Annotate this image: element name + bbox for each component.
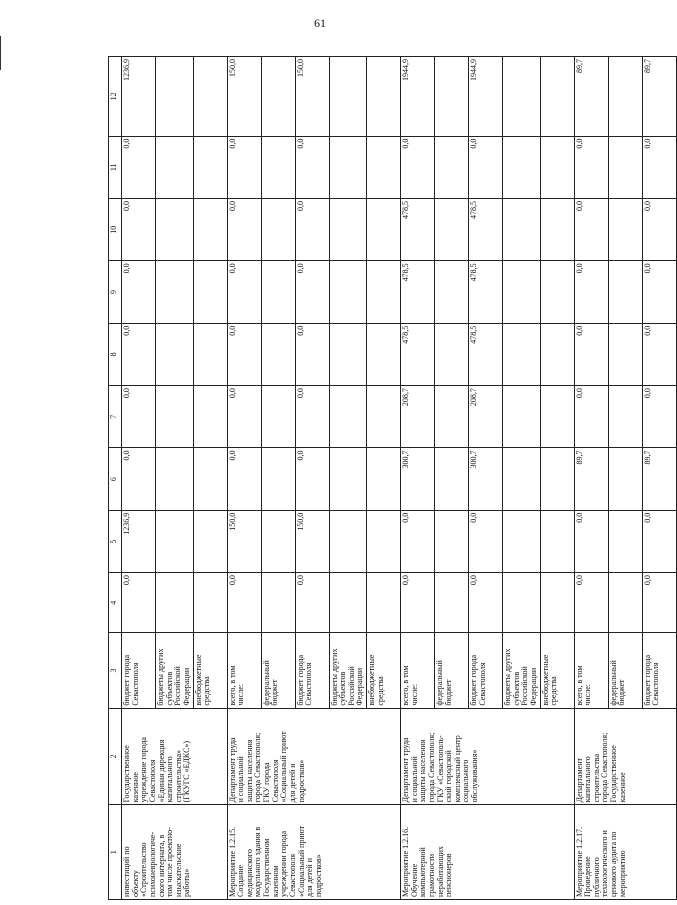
text-line: пенсионеров <box>444 853 454 897</box>
value-cell-col-9: 0,0 <box>122 261 156 323</box>
header-cell-8: 8 <box>109 323 122 385</box>
table-row <box>574 57 608 900</box>
text-line: бюджет города <box>469 654 478 706</box>
text-line: числе: <box>236 684 246 706</box>
value-cell-col-7: 208,7 <box>469 386 503 448</box>
text-line: «Социальный приют <box>296 825 306 897</box>
value-cell-col-8 <box>261 323 295 385</box>
text-line: Мероприятие 1.2.15. <box>227 826 237 897</box>
funding-source-cell <box>401 633 435 708</box>
text-line: том числе проектно- <box>165 827 175 897</box>
value-cell-col-12 <box>435 57 469 137</box>
value-cell-col-9: 478,5 <box>469 261 503 323</box>
text-line: внебюджетные <box>193 654 203 706</box>
value-cell-col-4: 0,0 <box>642 573 676 633</box>
value-cell-col-7: 0,0 <box>574 386 608 448</box>
value-cell-col-6 <box>540 448 574 510</box>
value-cell-col-5 <box>329 510 367 572</box>
value-cell-col-11 <box>156 136 194 198</box>
funding-source-cell <box>367 633 401 708</box>
text-line: Департамент труда <box>401 737 410 803</box>
value-cell-col-5 <box>608 510 642 572</box>
measure-name-cell <box>574 805 676 900</box>
executor-cell <box>122 708 228 805</box>
text-line: Российской <box>173 666 183 706</box>
value-cell-col-10: 0,0 <box>642 199 676 261</box>
value-cell-col-12 <box>540 57 574 137</box>
text-line: всего, в том <box>574 665 584 706</box>
header-cell-5: 5 <box>109 510 122 572</box>
text-line: капитального <box>165 756 175 803</box>
text-line: комплексный центр <box>452 735 462 803</box>
text-line: бюджеты других <box>503 648 512 706</box>
text-line: бюджеты других <box>329 648 339 706</box>
text-line: средства <box>549 676 559 706</box>
value-cell-col-4 <box>329 573 367 633</box>
value-cell-col-7 <box>540 386 574 448</box>
text-line: Севастополя <box>287 854 297 897</box>
text-line: Государственном <box>262 838 271 897</box>
value-cell-col-8 <box>367 323 401 385</box>
value-cell-col-12 <box>367 57 401 137</box>
text-line: социального <box>461 759 471 803</box>
value-cell-col-5: 1236,9 <box>122 510 156 572</box>
value-cell-col-9 <box>367 261 401 323</box>
text-line: Государственное <box>122 745 131 803</box>
value-cell-col-10 <box>367 199 401 261</box>
funding-source-cell <box>642 633 676 708</box>
measure-name-cell <box>122 805 228 900</box>
executor-cell <box>401 708 575 805</box>
value-cell-col-6: 300,7 <box>469 448 503 510</box>
value-cell-col-6: 0,0 <box>295 448 329 510</box>
value-cell-col-9: 0,0 <box>295 261 329 323</box>
text-line: казенное <box>130 772 140 803</box>
text-line: компьютерной <box>418 847 428 897</box>
value-cell-col-5 <box>367 510 401 572</box>
funding-source-cell <box>608 633 642 708</box>
text-line: Государственное <box>609 745 618 803</box>
table-body <box>109 57 677 900</box>
text-line: публичного <box>591 857 601 897</box>
text-line: Мероприятие 1.2.17. <box>574 826 584 897</box>
text-line: Севастополя <box>304 662 314 706</box>
value-cell-col-11 <box>261 136 295 198</box>
value-cell-col-10 <box>503 199 541 261</box>
text-line: казенное <box>617 772 627 803</box>
text-line: учреждении города <box>279 830 289 897</box>
value-cell-col-4 <box>193 573 227 633</box>
funding-source-cell <box>503 633 541 708</box>
table-row <box>401 57 435 900</box>
value-cell-col-5 <box>503 510 541 572</box>
value-cell-col-6 <box>261 448 295 510</box>
text-line: бюджет города <box>295 654 305 706</box>
value-cell-col-10: 478,5 <box>469 199 503 261</box>
header-row <box>109 57 122 900</box>
text-line: инвестиций по <box>122 846 131 897</box>
text-line: «Социальный приют <box>279 731 289 803</box>
text-line: всего, в том <box>401 665 410 706</box>
text-line: средства <box>202 676 212 706</box>
value-cell-col-8: 0,0 <box>295 323 329 385</box>
value-cell-col-6 <box>156 448 194 510</box>
value-cell-col-11 <box>193 136 227 198</box>
funding-source-cell <box>329 633 367 708</box>
value-cell-col-6 <box>367 448 401 510</box>
value-cell-col-9: 0,0 <box>227 261 261 323</box>
text-line: защиты населения <box>418 739 428 803</box>
value-cell-col-9 <box>540 261 574 323</box>
text-line: субъектов <box>511 671 521 706</box>
value-cell-col-12 <box>329 57 367 137</box>
value-cell-col-8: 478,5 <box>469 323 503 385</box>
text-line: неработающих <box>435 846 445 897</box>
value-cell-col-12 <box>608 57 642 137</box>
value-cell-col-9: 0,0 <box>642 261 676 323</box>
value-cell-col-8 <box>540 323 574 385</box>
text-line: федеральный <box>261 660 271 706</box>
text-line: и социальной <box>409 756 419 803</box>
value-cell-col-9: 0,0 <box>574 261 608 323</box>
value-cell-col-12 <box>156 57 194 137</box>
funding-source-cell <box>574 633 608 708</box>
header-cell-12: 12 <box>109 57 122 137</box>
text-line: Российской <box>346 666 356 706</box>
value-cell-col-6 <box>503 448 541 510</box>
text-line: города Севастополя; <box>600 732 610 803</box>
value-cell-col-8 <box>608 323 642 385</box>
page-number: 61 <box>314 16 326 30</box>
value-cell-col-11 <box>435 136 469 198</box>
value-cell-col-12: 89,7 <box>574 57 608 137</box>
text-line: Федерации <box>181 667 191 706</box>
text-line: мероприятию <box>617 850 627 897</box>
text-line: казенном <box>270 865 280 897</box>
text-line: ГКУ города <box>262 762 271 803</box>
value-cell-col-7 <box>503 386 541 448</box>
text-line: работы» <box>182 868 192 897</box>
value-cell-col-12: 150,0 <box>227 57 261 137</box>
value-cell-col-6: 89,7 <box>574 448 608 510</box>
value-cell-col-6 <box>435 448 469 510</box>
text-line: технологического и <box>600 830 610 897</box>
text-line: субъектов <box>338 671 348 706</box>
value-cell-col-11: 0,0 <box>574 136 608 198</box>
value-cell-col-9: 478,5 <box>401 261 435 323</box>
value-cell-col-9 <box>435 261 469 323</box>
value-cell-col-4 <box>261 573 295 633</box>
text-line: учреждение города <box>139 737 149 803</box>
text-line: капитального <box>583 756 593 803</box>
text-line: подростков» <box>313 854 323 897</box>
value-cell-col-6: 0,0 <box>227 448 261 510</box>
value-cell-col-8 <box>503 323 541 385</box>
text-line: Обучение <box>409 863 419 897</box>
text-line: для детей и <box>305 858 315 897</box>
funding-source-cell <box>261 633 295 708</box>
value-cell-col-11: 0,0 <box>401 136 435 198</box>
text-line: средства <box>375 676 385 706</box>
text-line: федеральный <box>435 660 444 706</box>
text-line: Севастополя <box>147 759 157 803</box>
header-cell-6: 6 <box>109 448 122 510</box>
header-cell-10: 10 <box>109 199 122 261</box>
text-line: подростков» <box>296 759 306 803</box>
value-cell-col-10: 0,0 <box>227 199 261 261</box>
value-cell-col-10 <box>608 199 642 261</box>
header-cell-7: 7 <box>109 386 122 448</box>
value-cell-col-4: 0,0 <box>574 573 608 633</box>
value-cell-col-7 <box>367 386 401 448</box>
text-line: внебюджетные <box>367 654 376 706</box>
text-line: обслуживания» <box>470 749 479 803</box>
value-cell-col-8: 0,0 <box>574 323 608 385</box>
value-cell-col-10: 478,5 <box>401 199 435 261</box>
value-cell-col-4: 0,0 <box>122 573 156 633</box>
value-cell-col-11 <box>540 136 574 198</box>
text-line: медицинского <box>244 849 254 897</box>
text-line: города Севастополя; <box>253 732 263 803</box>
text-line: психоневрологиче- <box>147 831 157 897</box>
text-line: изыскательские <box>173 843 183 897</box>
text-line: ского интерната, в <box>156 834 166 897</box>
value-cell-col-11: 0,0 <box>122 136 156 198</box>
value-cell-col-5: 150,0 <box>295 510 329 572</box>
value-cell-col-10 <box>193 199 227 261</box>
header-cell-11: 11 <box>109 136 122 198</box>
value-cell-col-5: 0,0 <box>401 510 435 572</box>
value-cell-col-8 <box>193 323 227 385</box>
executor-cell <box>574 708 676 805</box>
measure-name-cell <box>401 805 575 900</box>
value-cell-col-8: 0,0 <box>122 323 156 385</box>
value-cell-col-12: 1944,9 <box>401 57 435 137</box>
value-cell-col-8 <box>329 323 367 385</box>
value-cell-col-5 <box>156 510 194 572</box>
text-line: ский городской <box>444 750 454 803</box>
value-cell-col-7 <box>193 386 227 448</box>
header-cell-4: 4 <box>109 573 122 633</box>
value-cell-col-8: 0,0 <box>227 323 261 385</box>
budget-table <box>108 56 677 900</box>
value-cell-col-11 <box>608 136 642 198</box>
text-line: Создание <box>236 864 246 897</box>
value-cell-col-10: 0,0 <box>295 199 329 261</box>
funding-source-cell <box>227 633 261 708</box>
text-line: грамотности <box>426 853 436 897</box>
value-cell-col-11: 0,0 <box>227 136 261 198</box>
value-cell-col-10: 0,0 <box>574 199 608 261</box>
value-cell-col-7 <box>435 386 469 448</box>
funding-source-cell <box>540 633 574 708</box>
value-cell-col-4: 0,0 <box>401 573 435 633</box>
text-line: Севастополя <box>651 662 661 706</box>
value-cell-col-10 <box>156 199 194 261</box>
value-cell-col-5 <box>193 510 227 572</box>
text-line: числе: <box>583 684 593 706</box>
value-cell-col-5 <box>435 510 469 572</box>
value-cell-col-12: 89,7 <box>642 57 676 137</box>
value-cell-col-8: 0,0 <box>642 323 676 385</box>
value-cell-col-5: 0,0 <box>469 510 503 572</box>
text-line: Департамент труда <box>227 737 237 803</box>
value-cell-col-10 <box>435 199 469 261</box>
text-line: города Севастополя; <box>426 732 436 803</box>
text-line: Севастополя <box>477 662 487 706</box>
value-cell-col-5: 0,0 <box>574 510 608 572</box>
value-cell-col-12 <box>261 57 295 137</box>
text-line: бюджет <box>270 679 280 706</box>
value-cell-col-11 <box>367 136 401 198</box>
value-cell-col-12 <box>503 57 541 137</box>
text-line: федеральный <box>608 660 618 706</box>
value-cell-col-4 <box>503 573 541 633</box>
value-cell-col-12 <box>193 57 227 137</box>
value-cell-col-7: 208,7 <box>401 386 435 448</box>
text-line: объекту <box>130 870 140 897</box>
text-line: и социальной <box>236 756 246 803</box>
text-line: бюджет города <box>122 654 131 706</box>
text-line: строительства <box>591 754 601 803</box>
value-cell-col-6: 300,7 <box>401 448 435 510</box>
value-cell-col-5: 0,0 <box>642 510 676 572</box>
header-cell-2: 2 <box>109 708 122 805</box>
text-line: Севастополя <box>270 759 280 803</box>
value-cell-col-4 <box>435 573 469 633</box>
value-cell-col-5 <box>261 510 295 572</box>
text-line: бюджет города <box>642 654 652 706</box>
text-line: ценового аудита по <box>609 831 618 897</box>
text-line: бюджеты других <box>156 648 165 706</box>
table-row <box>122 57 156 900</box>
value-cell-col-4: 0,0 <box>227 573 261 633</box>
value-cell-col-11: 0,0 <box>295 136 329 198</box>
text-line: Севастополя <box>130 662 140 706</box>
value-cell-col-7 <box>608 386 642 448</box>
value-cell-col-6: 0,0 <box>122 448 156 510</box>
value-cell-col-9 <box>261 261 295 323</box>
value-cell-col-7 <box>329 386 367 448</box>
value-cell-col-6 <box>608 448 642 510</box>
text-line: Федерации <box>528 667 538 706</box>
value-cell-col-8: 478,5 <box>401 323 435 385</box>
text-line: всего, в том <box>227 665 237 706</box>
text-line: ГКУ «Севастополь- <box>435 735 445 803</box>
value-cell-col-6 <box>193 448 227 510</box>
header-cell-3: 3 <box>109 633 122 708</box>
funding-source-cell <box>435 633 469 708</box>
value-cell-col-7: 0,0 <box>227 386 261 448</box>
text-line: модульного здания в <box>253 826 263 897</box>
text-line: Российской <box>520 666 530 706</box>
value-cell-col-12: 150,0 <box>295 57 329 137</box>
value-cell-col-10: 0,0 <box>122 199 156 261</box>
text-line: бюджет <box>617 679 627 706</box>
text-line: Департамент <box>574 758 584 803</box>
value-cell-col-7 <box>261 386 295 448</box>
text-line: Проведение <box>583 856 593 897</box>
value-cell-col-9 <box>193 261 227 323</box>
funding-source-cell <box>469 633 503 708</box>
funding-source-cell <box>193 633 227 708</box>
text-line: Федерации <box>355 667 365 706</box>
funding-source-cell <box>122 633 156 708</box>
value-cell-col-12: 1944,9 <box>469 57 503 137</box>
value-cell-col-7: 0,0 <box>642 386 676 448</box>
value-cell-col-4 <box>367 573 401 633</box>
value-cell-col-4: 0,0 <box>469 573 503 633</box>
text-line: защиты населения <box>244 739 254 803</box>
margin-mark <box>0 36 1 70</box>
value-cell-col-4 <box>156 573 194 633</box>
value-cell-col-9 <box>503 261 541 323</box>
value-cell-col-11: 0,0 <box>469 136 503 198</box>
executor-cell <box>227 708 401 805</box>
text-line: числе: <box>409 684 419 706</box>
header-cell-9: 9 <box>109 261 122 323</box>
value-cell-col-6 <box>329 448 367 510</box>
text-line: «Единая дирекция <box>156 739 166 803</box>
header-cell-1: 1 <box>109 805 122 900</box>
text-line: Мероприятие 1.2.16. <box>401 826 410 897</box>
funding-source-cell <box>295 633 329 708</box>
value-cell-col-8 <box>156 323 194 385</box>
value-cell-col-4 <box>540 573 574 633</box>
value-cell-col-10 <box>261 199 295 261</box>
value-cell-col-11 <box>329 136 367 198</box>
value-cell-col-11 <box>503 136 541 198</box>
value-cell-col-6: 89,7 <box>642 448 676 510</box>
text-line: для детей и <box>287 763 297 803</box>
text-line: (ГКУГС «ЕДКС») <box>182 740 192 803</box>
value-cell-col-5 <box>540 510 574 572</box>
rotated-table-container <box>108 56 661 900</box>
value-cell-col-9 <box>329 261 367 323</box>
value-cell-col-9 <box>608 261 642 323</box>
value-cell-col-4 <box>608 573 642 633</box>
value-cell-col-12: 1236,9 <box>122 57 156 137</box>
value-cell-col-7: 0,0 <box>295 386 329 448</box>
measure-name-cell <box>227 805 401 900</box>
text-line: бюджет <box>443 679 453 706</box>
value-cell-col-7 <box>156 386 194 448</box>
value-cell-col-7: 0,0 <box>122 386 156 448</box>
funding-source-cell <box>156 633 194 708</box>
value-cell-col-8 <box>435 323 469 385</box>
value-cell-col-4: 0,0 <box>295 573 329 633</box>
value-cell-col-11: 0,0 <box>642 136 676 198</box>
value-cell-col-10 <box>540 199 574 261</box>
text-line: субъектов <box>164 671 174 706</box>
value-cell-col-5: 150,0 <box>227 510 261 572</box>
text-line: внебюджетные <box>540 654 550 706</box>
text-line: строительства» <box>173 750 183 803</box>
table-row <box>227 57 261 900</box>
text-line: «Строительство <box>139 842 149 897</box>
value-cell-col-10 <box>329 199 367 261</box>
value-cell-col-9 <box>156 261 194 323</box>
